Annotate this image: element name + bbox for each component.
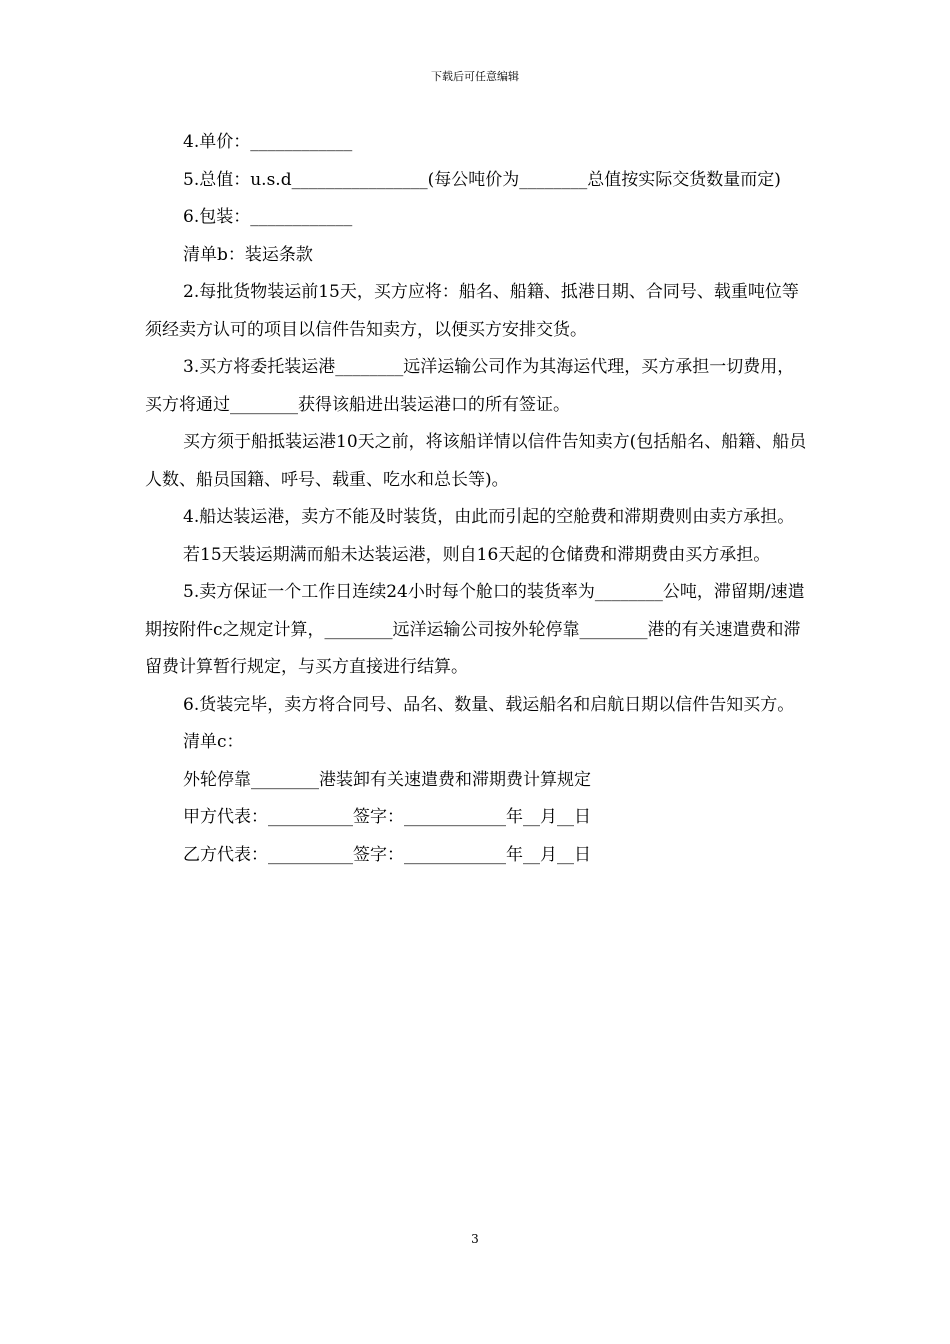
clause-unit-price: 4.单价：____________ xyxy=(183,132,353,152)
list-b-heading: 清单b：装运条款 xyxy=(183,244,313,265)
document-body xyxy=(145,124,807,874)
list-c-heading: 清单c： xyxy=(183,732,244,752)
page-header: 下载后可任意编辑 xyxy=(431,70,519,83)
clause-b3-detail: 买方须于船抵装运港10天之前，将该船详情以信件告知卖方(包括船名、船籍、船员人数、船员国籍、呼号、载重、吃水和总长等)。 xyxy=(145,432,807,490)
clause-b6: 6.货装完毕，卖方将合同号、品名、数量、载运船名和启航日期以信件告知买方。 xyxy=(183,694,795,715)
clause-b2: 2.每批货物装运前15天，买方应将：船名、船籍、抵港日期、合同号、载重吨位等须经卖方认可的项目以信件告知卖方，以便买方安排交货。 xyxy=(145,282,799,340)
page-number: 3 xyxy=(471,1232,479,1246)
clause-b4: 4.船达装运港，卖方不能及时装货，由此而引起的空舱费和滞期费则由卖方承担。 xyxy=(183,507,795,527)
clause-packing: 6.包装：____________ xyxy=(183,207,353,227)
clause-total-value: 5.总值：u.s.d________________(每公吨价为________总值按实际交货数量而定) xyxy=(183,169,781,190)
party-b-signature-line: 乙方代表：__________签字：____________年__月__日 xyxy=(183,844,591,865)
party-a-signature-line: 甲方代表：__________签字：____________年__月__日 xyxy=(183,807,591,827)
list-c-title: 外轮停靠________港装卸有关速遣费和滞期费计算规定 xyxy=(183,769,591,790)
clause-b4-detail: 若15天装运期满而船未达装运港，则自16天起的仓储费和滞期费由买方承担。 xyxy=(183,544,771,565)
clause-b3: 3.买方将委托装运港________远洋运输公司作为其海运代理，买方承担一切费用，买方将通过________获得该船进出装运港口的所有签证。 xyxy=(145,357,795,415)
clause-b5: 5.卖方保证一个工作日连续24小时每个舱口的装货率为________公吨，滞留期/速遣期按附件c之规定计算，________远洋运输公司按外轮停靠________港的有关速遣费和滞留费计算暂行规定，与买方直接进行结算。 xyxy=(145,582,805,677)
